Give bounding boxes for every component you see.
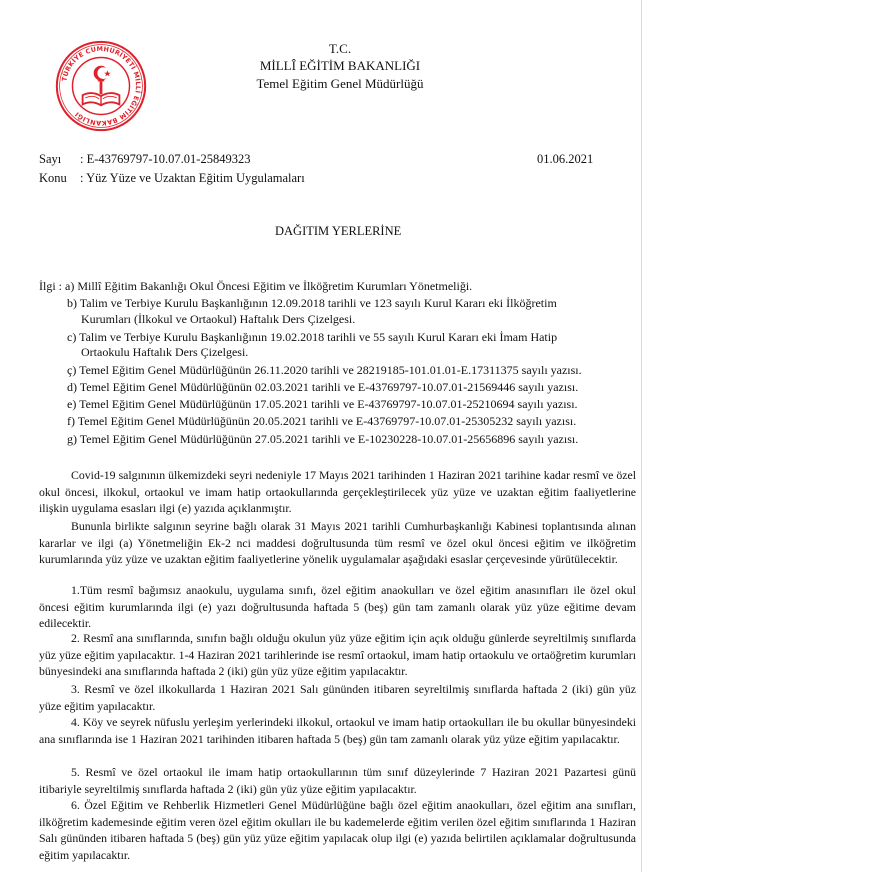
konu-label: Konu: [39, 171, 67, 185]
ilgi-c-line1: c) Talim ve Terbiye Kurulu Başkanlığının 19.02.2018 tarihli ve 55 sayılı Kurul Kararı eki İmam Hatip: [67, 330, 558, 344]
sayi-value: : E-43769797-10.07.01-25849323: [80, 152, 251, 166]
body-paragraph-1: Covid-19 salgınının ülkemizdeki seyri nedeniyle 17 Mayıs 2021 tarihinden 1 Haziran 2021 tarihine kadar resmî ve özel okul öncesi, ilkokul, ortaokul ve imam hatip ortaokullarında gerçekleştirilecek yüz yüze ve uzaktan eğitim faaliyetlerine ilişkin uygulama esasları ilgi (e) yazıda açıklanmıştır.: [39, 468, 636, 516]
ilgi-b-line1: b) Talim ve Terbiye Kurulu Başkanlığının 12.09.2018 tarihli ve 123 sayılı Kurul Kararı eki İlköğretim: [67, 296, 557, 310]
ilgi-a: İlgi : a) Millî Eğitim Bakanlığı Okul Öncesi Eğitim ve İlköğretim Kurumları Yönetmeliği.: [39, 279, 473, 293]
ilgi-e: e) Temel Eğitim Genel Müdürlüğünün 17.05.2021 tarihli ve E-43769797-10.07.01-25210694 sayılı yazısı.: [67, 397, 578, 411]
ilgi-g: g) Temel Eğitim Genel Müdürlüğünün 27.05.2021 tarihli ve E-10230228-10.07.01-25656896 sayılı yazısı.: [67, 432, 579, 446]
header-tc: T.C.: [328, 41, 352, 56]
ilgi-f: f) Temel Eğitim Genel Müdürlüğünün 20.05.2021 tarihli ve E-43769797-10.07.01-25305232 sayılı yazısı.: [67, 414, 577, 428]
ilgi-cc: ç) Temel Eğitim Genel Müdürlüğünün 26.11.2020 tarihli ve 28219185-101.01.01-E.17311375 sayılı yazısı.: [67, 363, 582, 377]
ilgi-c-line2: Ortaokulu Haftalık Ders Çizelgesi.: [81, 345, 249, 359]
sayi-label: Sayı: [39, 152, 62, 166]
ministry-seal-icon: [55, 40, 147, 132]
body-paragraph-7: 5. Resmî ve özel ortaokul ile imam hatip ortaokullarının tüm sınıf düzeylerinde 7 Haziran 2021 Pazartesi günü itibariyle seyreltilmiş sınıflarda haftada 2 (iki) gün yüz yüze eğitim yapılacaktır.: [39, 765, 636, 796]
body-paragraph-3: 1.Tüm resmî bağımsız anaokulu, uygulama sınıfı, özel eğitim anaokulları ve özel eğitim anasınıfları ile özel okul öncesi eğitim kurumlarında ilgi (e) yazı doğrultusunda haftada 5 (beş) gün tam zamanlı olarak yüz yüze eğitime devam edilecektir.: [39, 583, 636, 631]
body-paragraph-2: Bununla birlikte salgının seyrine bağlı olarak 31 Mayıs 2021 tarihli Cumhurbaşkanlığı Kabinesi toplantısında alınan kararlar ve ilgi (a) Yönetmeliğin Ek-2 nci maddesi doğrultusunda tüm resmî ve özel okul öncesi eğitim ve ilköğretim kurumlarında yüz yüze ve uzaktan eğitim faaliyetlerine yönelik uygulamalar aşağıdaki esaslar çerçevesinde yürütülecektir.: [39, 519, 636, 567]
ilgi-d: d) Temel Eğitim Genel Müdürlüğünün 02.03.2021 tarihli ve E-43769797-10.07.01-21569446 sayılı yazısı.: [67, 380, 579, 394]
svg-text:TÜRKİYE CUMHURİYETİ MİLLÎ EĞİT: TÜRKİYE CUMHURİYETİ MİLLÎ EĞİTİM BAKANLIĞI: [60, 44, 143, 128]
ilgi-b-line2: Kurumları (İlkokul ve Ortaokul) Haftalık Ders Çizelgesi.: [81, 312, 356, 326]
header-ministry: MİLLÎ EĞİTİM BAKANLIĞI: [259, 58, 421, 73]
body-paragraph-5: 3. Resmî ve özel ilkokullarda 1 Haziran 2021 Salı gününden itibaren seyreltilmiş sınıflarda haftada 2 (iki) gün yüz yüze eğitim yapılacaktır.: [39, 682, 636, 713]
body-paragraph-8: 6. Özel Eğitim ve Rehberlik Hizmetleri Genel Müdürlüğüne bağlı özel eğitim anaokulları, özel eğitim ana sınıfları, ilköğretim kademesinde eğitim veren özel eğitim okulları ile bu kademelerde eğitim verilen özel eğitim sınıflarında 1 Haziran Salı gününden itibaren haftada 5 (beş) gün yüz yüze eğitim yapılacak olup ilgi (e) yazıda belirtilen açıklamalar doğrultusunda eğitim yapılacaktır.: [39, 798, 636, 862]
body-paragraph-6: 4. Köy ve seyrek nüfuslu yerleşim yerlerindeki ilkokul, ortaokul ve imam hatip ortaokulları ile bu okullar bünyesindeki ana sınıflarında ise 1 Haziran 2021 tarihinden itibaren haftada 5 (beş) gün tam zamanlı olarak yüz yüze eğitim yapılacaktır.: [39, 715, 636, 746]
header-directorate: Temel Eğitim Genel Müdürlüğü: [256, 76, 424, 91]
document-date: 01.06.2021: [537, 152, 594, 166]
addressee-title: DAĞITIM YERLERİNE: [275, 224, 402, 238]
konu-value: : Yüz Yüze ve Uzaktan Eğitim Uygulamaları: [80, 171, 305, 185]
body-paragraph-4: 2. Resmî ana sınıflarında, sınıfın bağlı olduğu okulun yüz yüze eğitim için açık olduğu günlerde seyreltilmiş sınıflarda yüz yüze eğitim yapılacaktır. 1-4 Haziran 2021 tarihlerinde ise resmî ortaokul, imam hatip ortaokulu ve ortaöğretim kurumları bünyesindeki ana sınıflarında haftada 2 (iki) gün yüz yüze eğitim yapılacaktır.: [39, 631, 636, 679]
